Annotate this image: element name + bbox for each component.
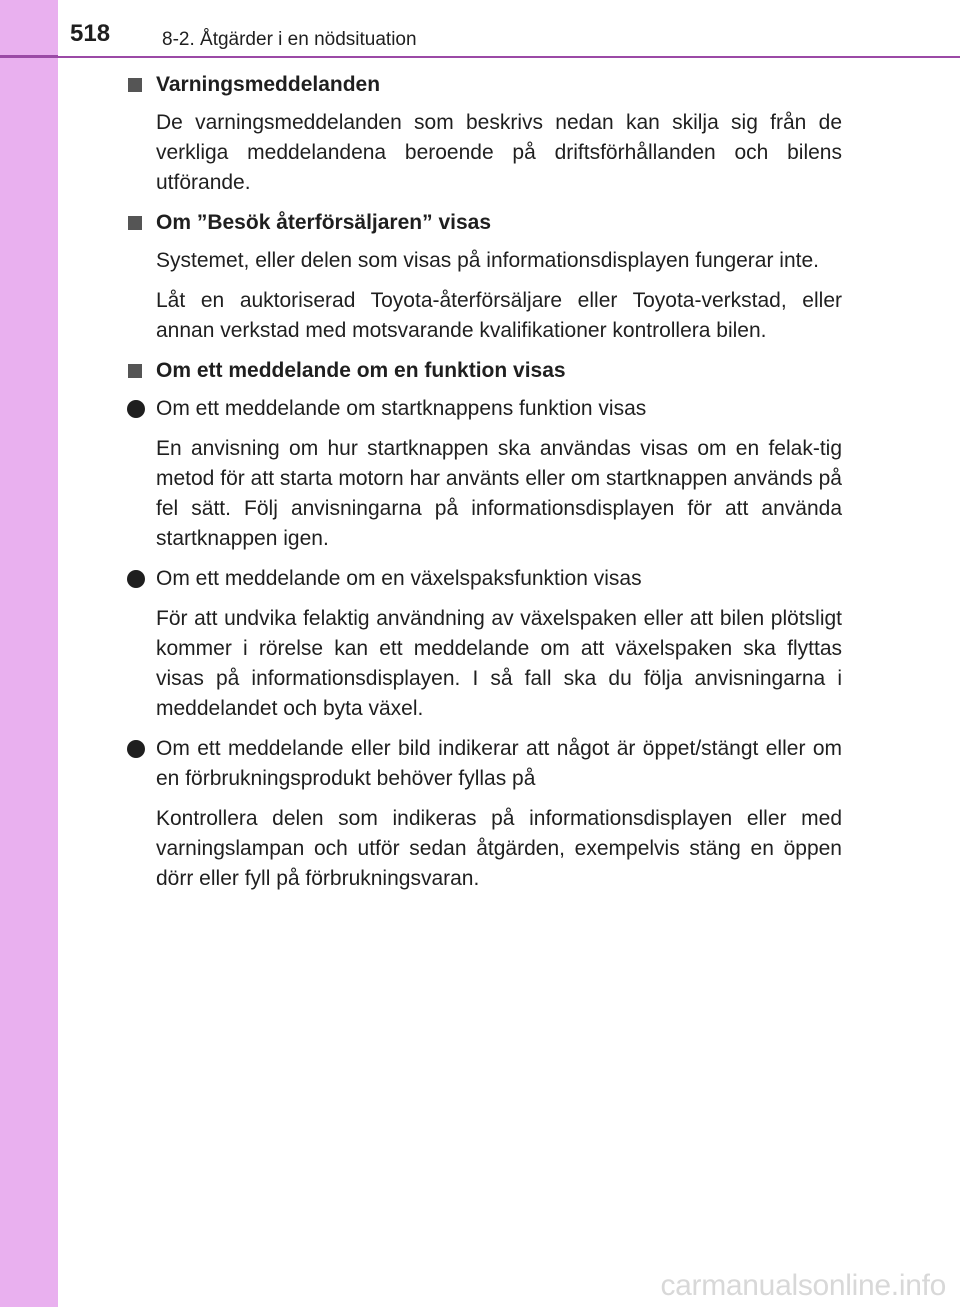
- round-bullet-icon: [127, 740, 145, 758]
- bullet-item-gear-lever: [124, 564, 842, 594]
- heading-function-message: [124, 356, 842, 386]
- paragraph: En anvisning om hur startknappen ska användas visas om en felak-tig metod för att starta motorn har använts eller om startknappen används på fel sätt. Följ anvisningarna på informationsdisplayen för att använda startknappen igen.: [156, 437, 842, 550]
- bullet-item-start-button: [124, 394, 842, 424]
- watermark: carmanualsonline.info: [660, 1269, 946, 1302]
- round-bullet-icon: [127, 570, 145, 588]
- heading-warning-messages: [124, 70, 842, 100]
- round-bullet-icon: [127, 400, 145, 418]
- heading-text: Om ”Besök återförsäljaren” visas: [156, 211, 491, 234]
- bullet-text: Om ett meddelande eller bild indikerar att något är öppet/stängt eller om en förbrukningsprodukt behöver fyllas på: [156, 737, 842, 790]
- paragraph: De varningsmeddelanden som beskrivs nedan kan skilja sig från de verkliga meddelandena beroende på driftsförhållanden och bilens utförande.: [156, 111, 842, 194]
- page-number: 518: [70, 20, 111, 47]
- section-title: 8-2. Åtgärder i en nödsituation: [162, 29, 417, 50]
- heading-text: Varningsmeddelanden: [156, 73, 381, 96]
- square-bullet-icon: [128, 78, 142, 92]
- page-content: [124, 70, 842, 904]
- heading-visit-dealer: [124, 208, 842, 238]
- bullet-text: Om ett meddelande om en växelspaksfunktion visas: [156, 567, 642, 590]
- left-margin-band: [0, 0, 58, 1307]
- paragraph: Kontrollera delen som indikeras på informationsdisplayen eller med varningslampan och utför sedan åtgärden, exempelvis stäng en öppen dörr eller fyll på förbrukningsvaran.: [156, 807, 842, 890]
- square-bullet-icon: [128, 216, 142, 230]
- paragraph: Låt en auktoriserad Toyota-återförsäljare eller Toyota-verkstad, eller annan verkstad med motsvarande kvalifikationer kontrollera bilen.: [156, 289, 842, 342]
- bullet-item-open-closed: [124, 734, 842, 794]
- square-bullet-icon: [128, 364, 142, 378]
- paragraph: För att undvika felaktig användning av växelspaken eller att bilen plötsligt kommer i rörelse kan ett meddelande om att växelspaken ska flyttas visas på informationsdisplayen. I så fall ska du följa anvisningarna i meddelandet och byta växel.: [156, 607, 842, 720]
- paragraph: Systemet, eller delen som visas på informationsdisplayen fungerar inte.: [156, 249, 819, 272]
- bullet-text: Om ett meddelande om startknappens funktion visas: [156, 397, 647, 420]
- heading-text: Om ett meddelande om en funktion visas: [156, 359, 566, 382]
